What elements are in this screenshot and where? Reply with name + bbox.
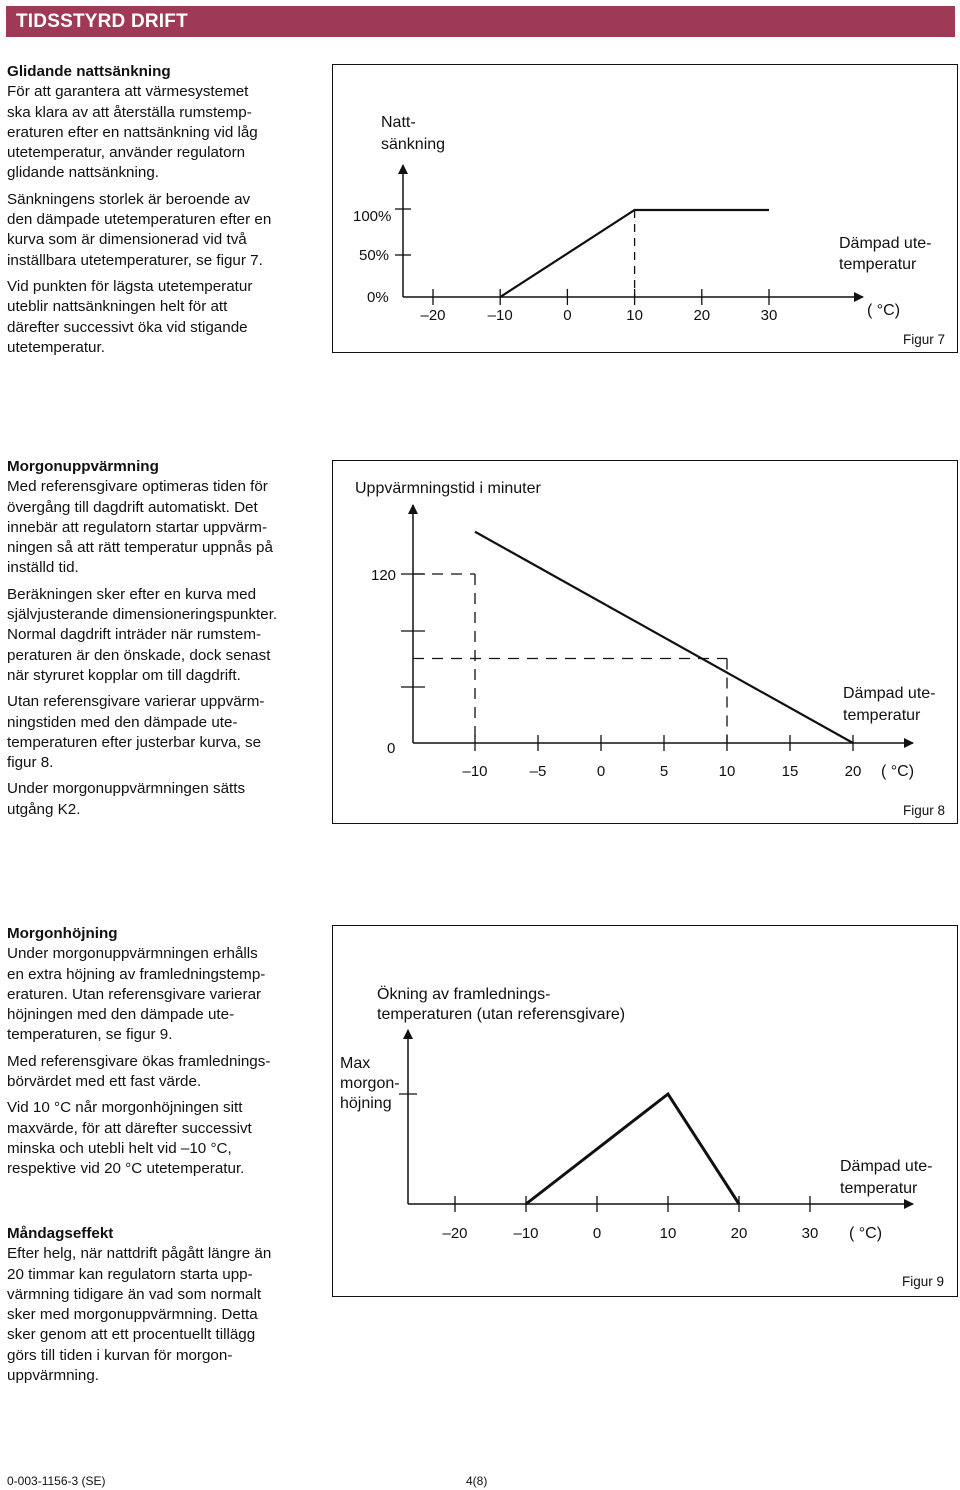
x-ticks (462, 735, 861, 780)
x-axis-unit: ( °C) (881, 763, 915, 780)
y-tick-label: 0% (367, 289, 389, 306)
x-tick-label: 0 (563, 307, 572, 324)
section-mandagseffekt (7, 1224, 312, 1392)
y-axis-label: Natt- (381, 114, 416, 131)
page-number: 4(8) (466, 1474, 488, 1488)
x-axis-unit: ( °C) (867, 302, 901, 319)
figure-caption: Figur 8 (903, 803, 946, 818)
paragraph: Under morgonuppvärmningen sätts utgång K2. (7, 780, 246, 818)
x-tick-label: 10 (659, 1225, 677, 1242)
section-heading: Glidande nattsänkning (7, 63, 171, 80)
x-axis-unit: ( °C) (849, 1225, 883, 1242)
figure-7-chart (333, 65, 959, 354)
y-tick-label: 50% (359, 247, 390, 264)
x-axis-label: temperatur (839, 256, 917, 273)
section-glidande-nattsankning (7, 62, 312, 364)
figure-caption: Figur 9 (902, 1274, 945, 1289)
figure-caption: Figur 7 (903, 332, 946, 347)
x-tick-label: 20 (844, 763, 862, 780)
section-morgonuppvarmning (7, 457, 312, 826)
y-max-label: höjning (340, 1095, 392, 1112)
x-tick-label: 10 (718, 763, 736, 780)
x-tick-label: 5 (659, 763, 669, 780)
paragraph: Under morgonuppvärmningen erhålls en extra höjning av framledningstemp- eraturen. Utan referensgivare varierar höjningen med den dämpade ute- temperaturen, se figur 9. (7, 945, 266, 1044)
x-tick-label: 15 (781, 763, 799, 780)
x-tick-label: 20 (730, 1225, 748, 1242)
doc-number: 0-003-1156-3 (SE) (7, 1474, 106, 1488)
section-morgonhojning (7, 924, 312, 1186)
y-axis-label: Ökning av framlednings- (377, 986, 551, 1003)
x-tick-label: –5 (529, 763, 547, 780)
paragraph: Efter helg, när nattdrift pågått längre än 20 timmar kan regulatorn starta upp- värmning tidigare än vad som normalt sker med morgonuppvärmning. Detta sker genom att ett procentuellt tillägg görs till tiden i kurvan för morgon- uppvärmning. (7, 1245, 272, 1385)
y-axis-label: Uppvärmningstid i minuter (355, 480, 541, 497)
series-line (526, 1094, 739, 1204)
figure-9-chart (333, 926, 959, 1298)
x-tick-label: 0 (596, 763, 606, 780)
y-axis-label: temperaturen (utan referensgivare) (377, 1006, 626, 1023)
paragraph: Med referensgivare optimeras tiden för övergång till dagdrift automatiskt. Det innebär att regulatorn startar uppvärm- ningen så att rätt temperatur uppnås på inställd tid. (7, 478, 273, 577)
paragraph: För att garantera att värmesystemet ska klara av att återställa rumstemp- eraturen efter en nattsänkning vid låg utetemperatur, använder regulatorn glidande nattsänkning. (7, 83, 258, 182)
x-tick-label: 20 (693, 307, 711, 324)
section-heading: Morgonuppvärmning (7, 458, 159, 475)
paragraph: Vid 10 °C når morgonhöjningen sitt maxvärde, för att därefter successivt minska och utebli helt vid –10 °C, respektive vid 20 °C utetemperatur. (7, 1099, 252, 1178)
paragraph: Utan referensgivare varierar uppvärm- ningstiden med den dämpade ute- temperaturen efter justerbar kurva, se figur 8. (7, 693, 265, 772)
series-line (475, 532, 853, 743)
x-axis-label: Dämpad ute- (839, 235, 932, 252)
y-max-label: Max (340, 1055, 371, 1072)
y-max-label: morgon- (340, 1075, 400, 1092)
dashed-guides (413, 574, 727, 743)
y-tick-label: 120 (371, 567, 397, 584)
x-axis-label: temperatur (840, 1180, 918, 1197)
figure-8 (332, 460, 958, 824)
paragraph: Vid punkten för lägsta utetemperatur uteblir nattsänkningen helt för att därefter successivt öka vid stigande utetemperatur. (7, 277, 253, 356)
x-tick-label: –20 (420, 307, 446, 324)
x-axis-label: Dämpad ute- (843, 685, 936, 702)
y-tick-label: 0 (387, 740, 396, 757)
x-axis-label: Dämpad ute- (840, 1158, 933, 1175)
section-heading: Morgonhöjning (7, 925, 118, 942)
paragraph: Med referensgivare ökas framlednings- börvärdet med ett fast värde. (7, 1052, 271, 1091)
x-tick-label: 10 (626, 307, 643, 324)
x-ticks (420, 289, 777, 324)
figure-7 (332, 64, 958, 353)
x-tick-label: –20 (442, 1225, 468, 1242)
paragraph: Beräkningen sker efter en kurva med självjusterande dimensioneringspunkter. Normal dagdrift inträder när rumstem- peraturen är den önskade, dock senast när styruret kopplar om till dagdrift. (7, 585, 278, 684)
x-axis-label: temperatur (843, 707, 921, 724)
figure-8-chart (333, 461, 959, 825)
y-tick-label: 100% (353, 208, 392, 225)
x-tick-label: –10 (462, 763, 488, 780)
x-ticks (442, 1196, 818, 1242)
x-tick-label: –10 (513, 1225, 539, 1242)
paragraph: Sänkningens storlek är beroende av den dämpade utetemperaturen efter en kurva som är dimensionerad vid två inställbara utetemperaturer, se figur 7. (7, 190, 272, 269)
x-tick-label: 30 (760, 307, 778, 324)
x-tick-label: –10 (487, 307, 513, 324)
x-tick-label: 0 (592, 1225, 602, 1242)
section-header: TIDSSTYRD DRIFT (6, 6, 955, 37)
figure-9 (332, 925, 958, 1297)
x-tick-label: 30 (801, 1225, 819, 1242)
section-heading: Måndagseffekt (7, 1225, 114, 1242)
y-axis-label: sänkning (381, 136, 446, 153)
